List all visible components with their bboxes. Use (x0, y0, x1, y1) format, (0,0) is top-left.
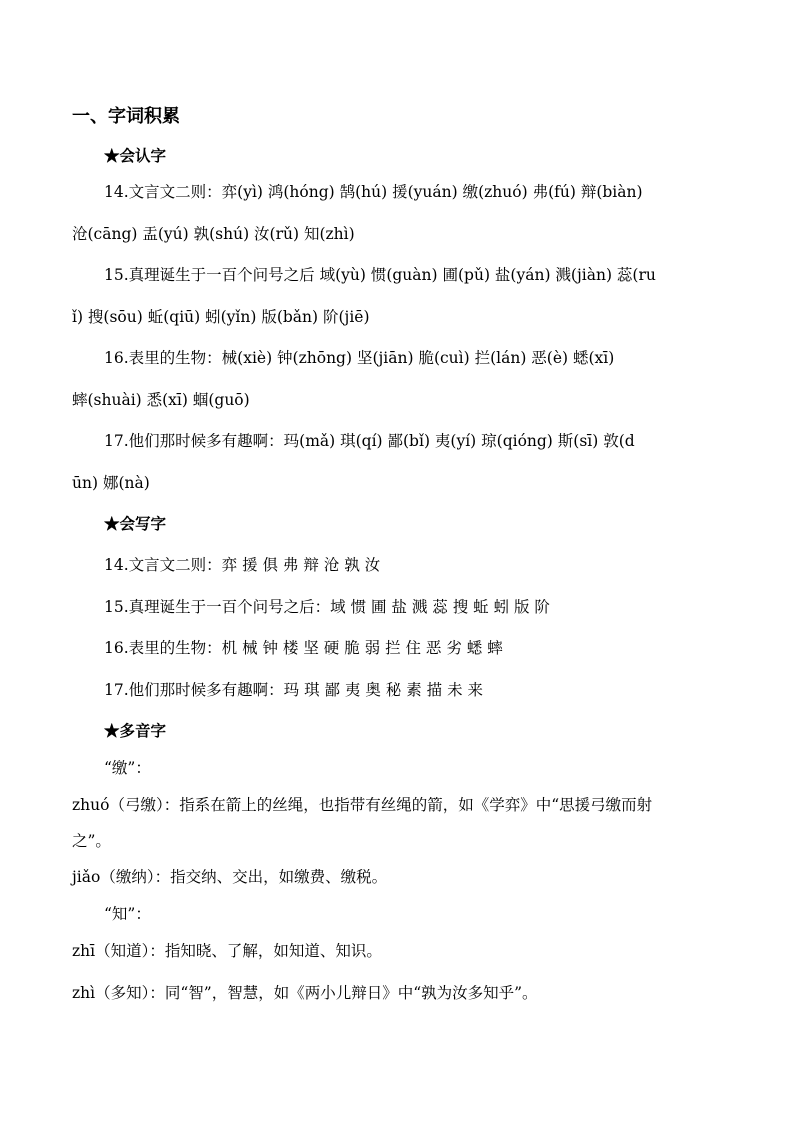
polyphone-entry-2b: zhì（多知）：同“智”，智慧，如《两小儿辩日》中“孰为汝多知乎”。 (72, 984, 538, 1002)
read-line-3: 15.真理诞生于一百个问号之后 域(yù) 惯(guàn) 圃(pǔ) 盐(yán) 溅(jiàn) 蕊(ru (104, 266, 656, 284)
write-line-1: 14.文言文二则：弈 援 俱 弗 辩 沧 孰 汝 (104, 556, 381, 574)
write-line-3: 16.表里的生物：机 械 钟 楼 坚 硬 脆 弱 拦 住 恶 劣 蟋 蟀 (104, 639, 503, 657)
polyphone-entry-1b: jiǎo（缴纳）：指交纳、交出，如缴费、缴税。 (72, 868, 388, 886)
subheading-polyphone: ★多音字 (104, 721, 167, 740)
section-title: 一、字词积累 (72, 106, 180, 127)
polyphone-entry-1a-cont: 之”。 (72, 832, 111, 850)
subheading-read: ★会认字 (104, 146, 167, 165)
polyphone-char-1: “缴”： (104, 759, 151, 777)
read-line-8: ūn) 娜(nà) (72, 474, 150, 492)
read-line-2: 沧(cāng) 盂(yú) 孰(shú) 汝(rǔ) 知(zhì) (72, 225, 355, 243)
read-line-5: 16.表里的生物：械(xiè) 钟(zhōng) 坚(jiān) 脆(cuì) 拦(lán) 恶(è) 蟋(xī) (104, 349, 615, 367)
write-line-4: 17.他们那时候多有趣啊：玛 琪 鄙 夷 奥 秘 素 描 未 来 (104, 681, 483, 699)
polyphone-entry-2a: zhī（知道）：指知晓、了解，如知道、知识。 (72, 942, 382, 960)
polyphone-char-2: “知”： (104, 905, 151, 923)
subheading-write: ★会写字 (104, 514, 167, 533)
write-line-2: 15.真理诞生于一百个问号之后：域 惯 圃 盐 溅 蕊 搜 蚯 蚓 版 阶 (104, 598, 550, 616)
read-line-6: 蟀(shuài) 悉(xī) 蝈(guō) (72, 391, 250, 409)
read-line-7: 17.他们那时候多有趣啊：玛(mǎ) 琪(qí) 鄙(bǐ) 夷(yí) 琼(qióng) 斯(sī) 敦(d (104, 432, 635, 450)
read-line-1: 14.文言文二则：弈(yì) 鸿(hóng) 鹄(hú) 援(yuán) 缴(zhuó) 弗(fú) 辩(biàn) (104, 183, 643, 201)
polyphone-entry-1a: zhuó（弓缴）：指系在箭上的丝绳，也指带有丝绳的箭，如《学弈》中“思援弓缴而射 (72, 796, 653, 814)
read-line-4: ǐ) 搜(sōu) 蚯(qiū) 蚓(yǐn) 版(bǎn) 阶(jiē) (72, 308, 370, 326)
